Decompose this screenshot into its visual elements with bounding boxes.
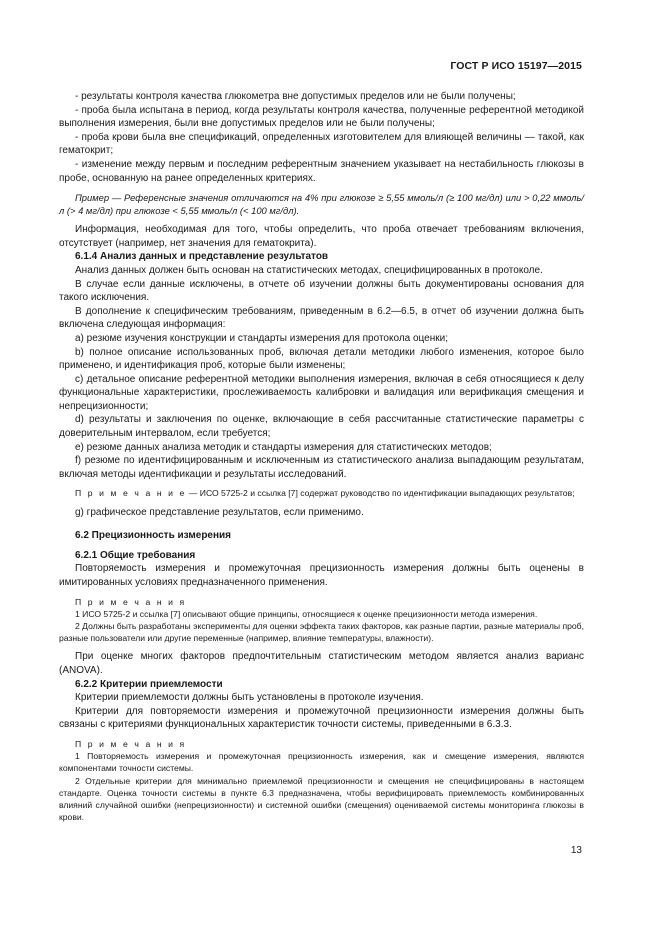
note-outliers: [59, 487, 584, 499]
exclusion-item: - проба крови была вне спецификаций, определенных изготовителем для влияющей величины — такой, как гематокрит;: [59, 131, 584, 157]
paragraph: Повторяемость измерения и промежуточная прецизионность измерения должны быть оценены в имитированных условиях предназначенного применения.: [59, 563, 584, 589]
note-item: 1 Повторяемость измерения и промежуточная прецизионность измерения, как и смещение измерения, являются компонентами точности системы.: [59, 751, 584, 774]
list-item: d) результаты и заключения по оценке, включающие в себя рассчитанные статистические параметры с доверительным интервалом, если требуется;: [59, 414, 584, 440]
list-item: а) резюме изучения конструкции и стандарты измерения для протокола оценки;: [75, 332, 448, 344]
list-item: g) графическое представление результатов, если применимо.: [75, 506, 364, 518]
paragraph: В дополнение к специфическим требованиям, приведенным в 6.2—6.5, в отчет об изучении должна быть включена следующая информация:: [59, 305, 584, 331]
exclusion-item: - проба была испытана в период, когда результаты контроля качества, полученные референтной методикой выполнения измерения, были вне допустимых пределов или не были получены;: [59, 104, 584, 130]
notes-label: П р и м е ч а н и я: [75, 738, 187, 749]
list-item: е) резюме данных анализа методик и стандарты измерения для статистических методов;: [75, 441, 492, 453]
paragraph: При оценке многих факторов предпочтительным статистическим методом является анализ варианс (ANOVA).: [59, 651, 584, 677]
note-item: 2 Должны быть разработаны эксперименты для оценки эффекта таких факторов, как разные партии, разные материалы проб, разные пользователи или другие переменные (например, влияние температуры, влажности).: [59, 621, 584, 644]
section-heading-6-2-2: 6.2.2 Критерии приемлемости: [75, 678, 223, 690]
exclusion-item: - изменение между первым и последним референтным значением указывает на нестабильность глюкозы в пробе, основанную на ранее определенных критериях.: [59, 158, 584, 184]
note-label: П р и м е ч а н и е: [75, 488, 187, 499]
paragraph: Критерии приемлемости должны быть установлены в протоколе изучения.: [75, 692, 424, 704]
standard-header: ГОСТ Р ИСО 15197—2015: [450, 60, 582, 72]
section-heading-6-1-4: 6.1.4 Анализ данных и представление результатов: [75, 251, 329, 263]
paragraph: В случае если данные исключены, в отчете об изучении должны быть документированы основания для такого исключения.: [59, 278, 584, 304]
note-text: — ИСО 5725-2 и ссылка [7] содержат руководство по идентификации выпадающих результатов;: [186, 488, 575, 499]
info-paragraph: Информация, необходимая для того, чтобы определить, что проба отвечает требованиям включения, отсутствует (например, нет значения для гематокрита).: [59, 224, 584, 249]
paragraph: Анализ данных должен быть основан на статистических методах, специфицированных в протоколе.: [75, 264, 543, 276]
page-number: 13: [570, 845, 582, 856]
notes-label: П р и м е ч а н и я: [75, 596, 187, 607]
document-body: [59, 90, 584, 823]
section-heading-6-2-1: 6.2.1 Общие требования: [75, 549, 196, 561]
example-text: Пример — Референсные значения отличаются на 4% при глюкозе ≥ 5,55 ммоль/л (≥ 100 мг/дл) или > 0,22 ммоль/л (> 4 мг/дл) при глюкозе < 5,55 ммоль/л (< 100 мг/дл).: [59, 192, 584, 217]
list-item: f) резюме по идентифицированным и исключенным из статистического анализа выпадающим результатам, включая методы идентификации и результаты исследований.: [59, 455, 584, 480]
list-item: с) детальное описание референтной методики выполнения измерения, включая в себя относящиеся к делу функциональные характеристики, прослеживаемость калибровки и валидация или верификация смещения и непрецизионности;: [59, 373, 584, 412]
paragraph: Критерии для повторяемости измерения и промежуточной прецизионности измерения должны быть связаны с критериями функциональных характеристик точности системы, приведенными в 6.3.3.: [59, 705, 584, 731]
exclusion-item: - результаты контроля качества глюкометра вне допустимых пределов или не были получены;: [75, 91, 516, 102]
list-item: b) полное описание использованных проб, включая детали методики любого изменения, которое было применено, и идентификация проб, которые были изменены;: [59, 346, 584, 372]
note-item: 2 Отдельные критерии для минимально приемлемой прецизионности и смещения не специфицированы в настоящем стандарте. Оценка точности системы в пункте 6.3 предназначена, чтобы верифицировать приемлемость комбинированных влияний случайной ошибки (непрецизионности) и системной ошибки (смещения) оцениваемой системы мониторинга глюкозы в крови.: [59, 775, 584, 823]
section-heading-6-2: 6.2 Прецизионность измерения: [75, 530, 232, 542]
note-item: 1 ИСО 5725-2 и ссылка [7] описывают общие принципы, относящиеся к оценке прецизионности метода измерения.: [75, 608, 538, 619]
